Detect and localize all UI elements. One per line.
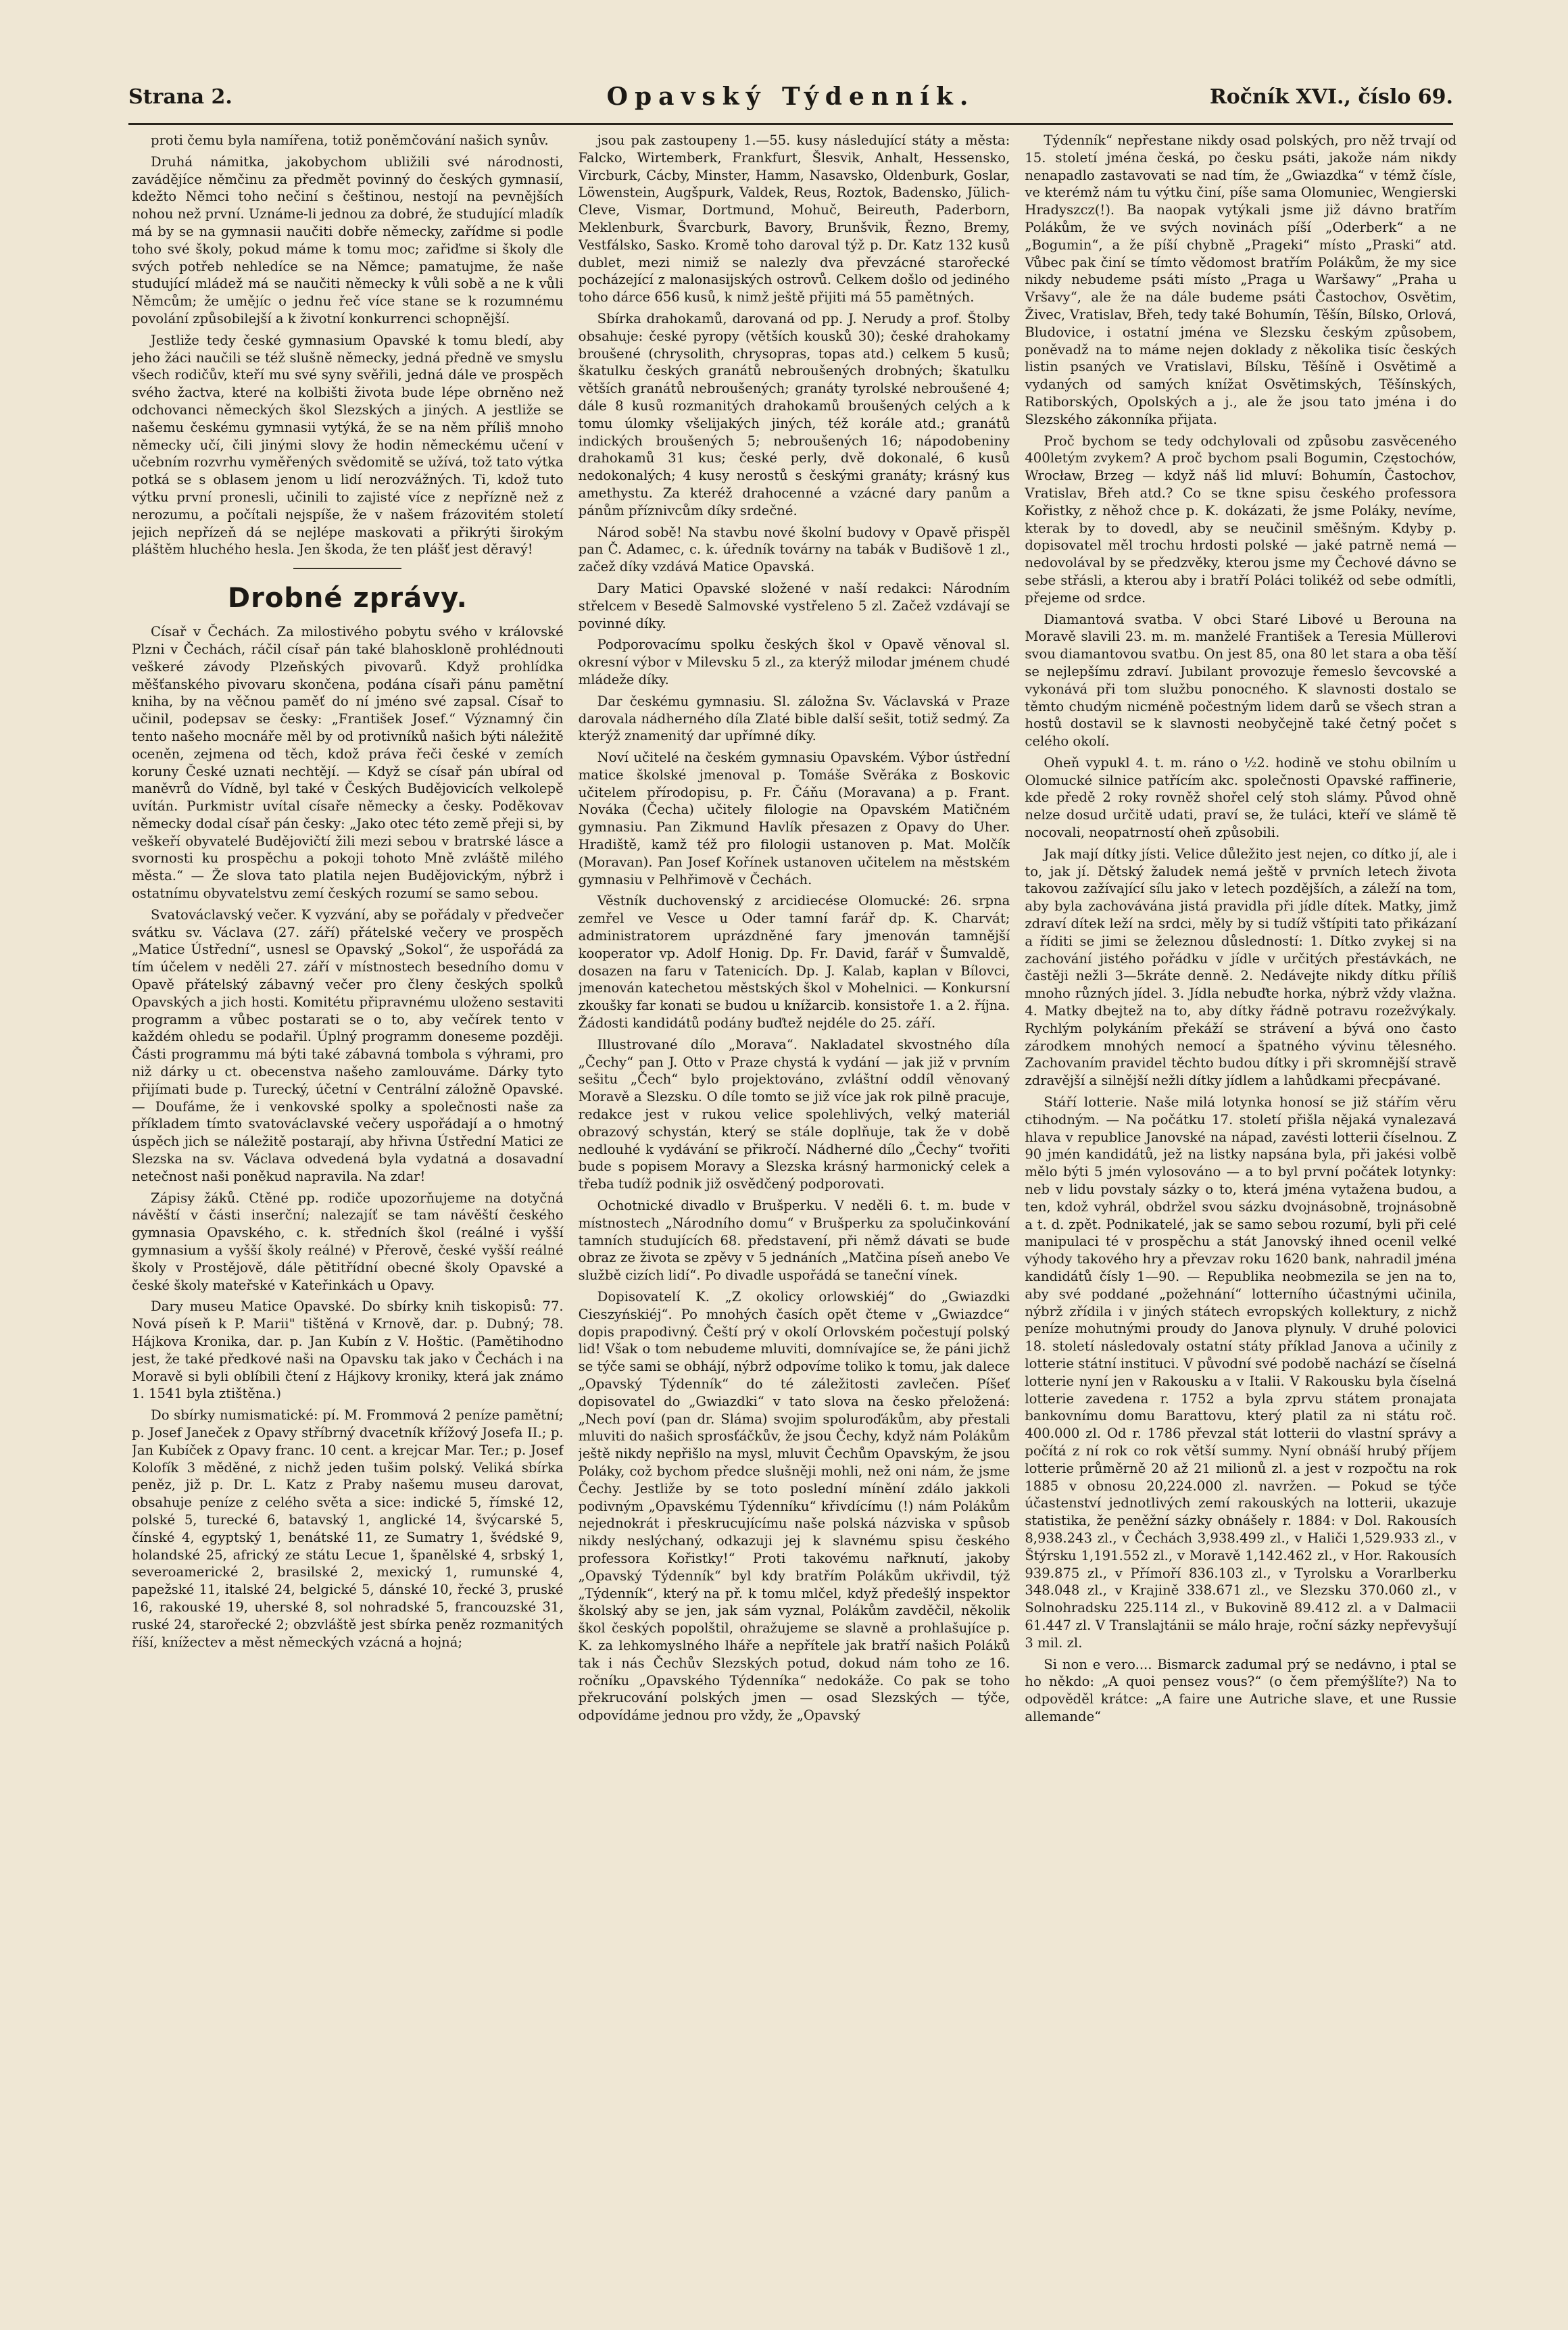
paragraph: proti čemu byla namířena, totiž poněmčování našich synův.	[151, 132, 549, 148]
paragraph: Noví učitelé na českém gymnasiu Opavském. Výbor ústřední matice školské jmenoval p. Tomáše Svěráka z Boskovic učitelem přírodopisu, p. Fr. Čáňu (Moravana) a p. Frant. Nováka (Čecha) učitely filologie na Opavském Matičném gymnasiu. Pan Zikmund Havlík přesazen z Opavy do Uher. Hradiště, kamž též pro filologii ustanoven p. Mat. Molčík (Moravan). Pan Josef Kořínek ustanoven učitelem na městském gymnasiu v Pelhřimově v Čechách.	[578, 750, 1010, 888]
paragraph: jsou pak zastoupeny 1.—55. kusy následující státy a města: Falcko, Wirtemberk, Frankfurt, Šlesvik, Anhalt, Hessensko, Vircburk, Cácby, Minster, Hamm, Nasavsko, Oldenburk, Goslar, Löwenstein, Augšpurk, Valdek, Reus, Roztok, Badensko, Jülich-Cleve, Vismar, Dortmund, Mohuč, Beireuth, Paderborn, Meklenburk, Švarcburk, Bavory, Brunšvik, Řezno, Bremy, Vestfálsko, Sasko. Kromě toho daroval týž p. Dr. Katz 132 kusů dublet, mezi nimiž se nalezly dva převzácné starořecké pocházející z malonasijských ostrovů. Celkem došlo od jediného toho dárce 656 kusů, k nimž ještě přijiti má 55 pamětných.	[578, 132, 1010, 306]
column-2	[579, 132, 1010, 2302]
paragraph: Dary museu Matice Opavské. Do sbírky knih tiskopisů: 77. Nová píseň k P. Marii" tištěná v Krnově, dar. p. Dubný; 78. Hájkova Kronika, dar. p. Jan Kubín z V. Hoštic. (Pamětihodno jest, že také předkové naši na Opavsku tak jako v Čechách i na Moravě si byli oblíbili čtení z Hájkovy kroniky, která jak známo 1. 1541 byla ztištěna.)	[132, 1299, 564, 1402]
paragraph: Dopisovatelí K. „Z okolicy orlowskiéj“ do „Gwiazdki Cieszyńskiéj“. Po mnohých časích opět čteme v „Gwiazdce“ dopis prapodivný. Čeští prý v okolí Orlovském počestují polský lid! Však o tom nebudeme mluviti, domnívajíce se, že páni jichž se týče sami se obhájí, nýbrž odpovíme toliko k tomu, jak dalece „Opavský Týdenník“ do té záležitosti zavlečen. Píšeť dopisovatel do „Gwiazdki“ v tato slova na česko přeložená: „Nech poví (pan dr. Sláma) svojim spoluroďákům, aby přestali mluviti do našich sprosťáčkův, že jsou Čechy, když nám Polákům ještě nikdy nepřišlo na mysl, mluvit Čechům Opavským, že jsou Poláky, což bychom předce slušněji mohli, než oni nám, že jsme Čechy. Jestliže by se toto poslední mínění zdálo jakkoli podivným „Opavskému Týdenníku“ křivdícímu (!) nám Polákům nejednokrát i přeskrucujícímu naše polská názviska v spůsob nikdy neslýchaný, odkazuji jej k slavnému spisu českého professora Kořistky!“ Proti takovému nařknutí, jakoby „Opavský Týdenník“ byl kdy bratřím Polákům ukřivdil, týž „Týdenník“, který na př. k tomu mlčel, když předešlý inspektor školský aby se jen, jak sám vyznal, Polákům zavděčil, několik škol českých popolštil, ohražujeme se slavně a prohlašujíce p. K. za lehkomyslného lháře a nepřítele jak bratří našich Poláků tak i nás Čechův Slezských potud, dokud nám toho ze 16. ročníku „Opavského Týdenníka“ nedokáže. Co pak se toho překrucování polských jmen — osad Slezských — týče, odpovídáme jednou pro vždy, že „Opavský	[578, 1289, 1010, 1724]
paragraph: Dar českému gymnasiu. Sl. záložna Sv. Václavská v Praze darovala nádherného díla Zlaté bible další sešit, totiž sedmý. Za kterýž znamenitý dar upřímné díky.	[578, 693, 1010, 744]
paragraph: Věstník duchovenský z arcidiecése Olomucké: 26. srpna zemřel ve Vesce u Oder tamní farář dp. K. Charvát; administratorem uprázdněné fary jmenován tamnější kooperator vp. Adolf Honig. Dp. Fr. David, farář v Šumvaldě, dosazen na faru v Tatenicích. Dp. J. Kalab, kaplan v Bílovci, jmenován katechetou městských škol v Mohelnici. — Konkursní zkoušky far konati se budou u knížarcib. konsistoře 1. a 2. října. Žádosti kandidátů podány buďtež nejdéle do 25. září.	[578, 893, 1010, 1031]
page-number: Strana 2.	[128, 85, 232, 109]
paragraph: Dary Matici Opavské složené v naší redakci: Národním střelcem v Besedě Salmovské vystřeleno 5 zl. Začež vzdávají se povinné díky.	[578, 580, 1010, 631]
paragraph: Císař v Čechách. Za milostivého pobytu svého v královské Plzni v Čechách, ráčil císař pán také blahoskloně prohlédnouti veškeré závody Plzeňských pivovarů. Když prohlídka měšťanského pivovaru skončena, podána císaři pánu pamětní kniha, by na věčnou paměť do ní jméno své zapsal. Císař to učinil, podepsav se česky: „František Josef.“ Významný čin tento našeho mocnáře měl by od protivníků našich býti náležitě oceněn, zejmena od těch, kdož práva řeči české v zemích koruny České uznati nechtějí. — Když se císař pán ubíral od maněvrů do Vídně, byl také v Českých Budějovicích velkolepě uvítán. Purkmistr uvítal císaře německy a česky. Poděkovav německy dodal císař pán česky: „Jako otec této země přeji si, by veškeří obyvatelé Budějovičtí žili mezi sebou v bratrské lásce a svornosti ku prospěchu a pokoji tohoto Mně zvláště milého města.“ — Že slova tato platila nejen Budějovickým, nýbrž i ostatnímu obyvatelstvu zemí českých rozumí se samo sebou.	[132, 624, 564, 902]
section-heading: Drobné zprávy.	[227, 583, 468, 614]
article-columns	[132, 132, 1456, 2302]
page-header	[128, 80, 1453, 127]
paragraph: Národ sobě! Na stavbu nové školní budovy v Opavě přispěl pan Č. Adamec, c. k. úředník továrny na tabák v Budišově 1 zl., začež díky vzdává Matice Opavská.	[578, 524, 1010, 575]
paragraph: Do sbírky numismatické: pí. M. Frommová 2 peníze pamětní; p. Josef Janeček z Opavy stříbrný dvacetník křížový Josefa II.; p. Jan Kubíček z Opavy franc. 10 cent. a krejcar Mar. Ter.; p. Josef Kolofík 3 měděné, z nichž jeden tušim polský. Veliká sbírka peněz, již p. Dr. L. Katz z Praby našemu museu darovat, obsahuje peníze z celého světa a sice: indické 5, římské 12, polské 5, turecké 6, batavský 1, anglické 14, švýcarské 5, čínské 4, egyptský 1, benátské 11, ze Sumatry 1, švédské 9, holandské 25, africký ze státu Lecue 1, španělské 4, srbský 1, severoamerické 2, brasilské 2, mexický 1, rumunské 4, papežské 11, italské 24, belgické 5, dánské 10, řecké 3, pruské 16, rakouské 19, uherské 8, sol nohradské 5, francouzské 31, ruské 24, starořecké 2; obzvláště jest sbírka peněz rozmanitých říší, knížectev a měst německých vzácná a hojná;	[132, 1407, 564, 1650]
paragraph: Diamantová svatba. V obci Staré Libové u Berouna na Moravě slavili 23. m. m. manželé František a Teresia Müllerovi svou diamantovou svatbu. On jest 85, ona 80 let stara a oba těší se nejlepšímu zdraví. Jubilant provozuje řemeslo ševcovské a vykonává při tom službu ponocného. K slavnosti dostalo se těmto chudým nicméně počestným lidem darů se všech stran a hostů dostavil se k slavnosti neobyčejně také četný počet s celého okolí.	[1025, 611, 1457, 750]
column-1	[132, 132, 564, 2302]
paragraph: Týdenník“ nepřestane nikdy osad polských, pro něž trvají od 15. století jména česká, po česku psáti, jakože nám nikdy nenapadlo zastavovati se nad tím, že „Gwiazdka“ v témž čísle, ve kterémž nám tu výtku činí, píše sama Olomuniec, Wengierski Hradyszcz(!). Ba naopak vytýkali jsme již dávno bratřím Polákům, že ve svých novinách píší „Oderberk“ a ne „Bogumin“, a že píší chybně „Prageki“ místo „Praski“ atd. Vůbec pak činí se tímto vědomost bratřím Polákům, že my sice nikdy nebudeme psáti místo „Praga u Waršawy“ „Praha u Vršavy“, ale že na dále budeme psáti Častochov, Osvětim, Živec, Vratislav, Břeh, tedy také Bohumín, Těšín, Bílsko, Orlová, Bludovice, i ostatní jména ve Slezsku českým způsobem, poněvadž na to máme nejen doklady z několika tisíc českých listin psaných ve Vratislavi, Bílsku, Těšíně i Osvětimě a vydaných od samých knížat Osvětimských, Těšínských, Ratiborských, Opolských a j., ale že jsou tato jména i do Slezského zákonníka přijata.	[1025, 132, 1457, 427]
paragraph: Sbírka drahokamů, darovaná od pp. J. Nerudy a prof. Štolby obsahuje: české pyropy (větších kousků 30); české drahokamy broušené (chrysolith, chrysopras, topas atd.) celkem 5 kusů; škatulku českých granátů nebroušených drobných; škatulku větších granátů nebroušených; granáty tyrolské nebroušené 4; dále 8 kusů rozmanitých drahokamů broušených celých a k tomu úlomky všelijakých jiných, též korále atd.; granátů indických broušených 5; nebroušených 16; nápodobeniny drahokamů 31 kus; české perly, dvě dokonalé, 6 kusů nedokonalých; 4 kusy nerostů s českými granáty; krásný kus amethystu. Za kteréž drahocenné a vzácné dary panům a pánům příznivcům díky srdečné.	[578, 310, 1010, 518]
paragraph: Oheň vypukl 4. t. m. ráno o ½2. hodině ve stohu obilním u Olomucké silnice patřícím akc. společnosti Opavské raffinerie, kde předě 2 roky rovněž shořel celý stoh slámy. Původ ohně nelze dosud určitě udati, praví se, že tuláci, kteří ve slámě tě nocovali, neopatrností oheň způsobili.	[1025, 754, 1457, 841]
paragraph: Zápisy žáků. Ctěné pp. rodiče upozorňujeme na dotyčná návěští v části inserční; nalezajíť se tam návěští českého gymnasia Opavského, c. k. středních škol (reálné i vyšší gymnasium a vyšší školy reálné) v Přerově, české vyšší reálné školy v Prostějově, dále pětitřídní obecné školy Opavské a české školy mateřské v Kateřinkách u Opavy.	[132, 1190, 564, 1293]
paragraph: Druhá námitka, jakobychom ubližili své národnosti, zavádějíce němčinu za předmět povinný do českých gymnasií, kdežto Němci toho nečiní s češtinou, nestojí na pevnějších nohou než první. Uznáme-li jednou za dobré, že studující mladík má by se na gymnasii naučiti dobře německy, zařídme si podle toho své školy, pokud máme k tomu moc; zařiďme si školy dle svých potřeb nehledíce se na Němce; pamatujme, že naše studující mládež má se naučiti německy k vůli sobě a ne k vůli Němcům; že umějíc o jednu řeč více stane se k rozumnému povolání způsobilejší a k životní konkurrenci schopnější.	[132, 153, 564, 326]
paragraph: Jak mají dítky jísti. Velice důležito jest nejen, co dítko jí, ale i to, jak jí. Dětský žaludek nemá ještě v prvních letech života takovou zažívající sílu jako v letech pozdějších, a záleží na tom, aby byla zachovávána jistá pravidla při jídle dítek. Matky, jimž zdraví dítek leží na srdci, měly by si tudíž vštípiti tato přikázaní a říditi se jimi se železnou důsledností: 1. Dítko zvykej si na zachování jistého pořádku v jídle v určitých přestávkách, ne častěji nežli 3—5kráte denně. 2. Nedávejte nikdy dítku příliš mnoho různých jídel. 3. Jídla nebuďte horka, nýbrž vždy vlažna. 4. Matky dbejtež na to, aby dítky řádně potravu rozežvýkaly. Rychlým polykáním překáží se strávení a bývá ono často zárodkem mnohých nemocí a špatného vývinu tělesného. Zachovaním pravidel těchto budou dítky i při skromnější stravě zdravější a silnější nežli dítky jídlem a lahůdkami přecpávané.	[1025, 846, 1457, 1089]
newspaper-title: Opavský Týdenník.	[606, 82, 975, 111]
paragraph: Illustrované dílo „Morava“. Nakladatel skvostného díla „Čechy“ pan J. Otto v Praze chystá k vydání — jak již v prvním sešitu „Čech“ bylo projektováno, zvláštní oddíl věnovaný Moravě a Slezsku. O díle tomto se již více jak rok pilně pracuje, redakce jest v rukou velice spolehlivých, velký materiál obrazový schystán, který se stále doplňuje, tak že v době nedlouhé k vydávání se přikročí. Nádherné dílo „Čechy“ tvořiti bude s popisem Moravy a Slezska krásný harmonický celek a třeba tudíž podnik již osvědčený podporovati.	[578, 1036, 1010, 1192]
paragraph: Si non e vero.... Bismarck zadumal prý se nedávno, i ptal se ho někdo: „A quoi pensez vous?“ (o čem přemýšlíte?) Na to odpověděl krátce: „A faire une Autriche slave, et une Russie allemande“	[1025, 1656, 1457, 1724]
paragraph: Svatováclavský večer. K vyzvání, aby se pořádaly v předvečer svátku sv. Václava (27. září) přátelské večery ve prospěch „Matice Ústřední“, usnesl se Opavský „Sokol“, že uspořádá za tím účelem v neděli 27. září v místnostech besedního domu v Opavě přátelský zábavný večer pro členy českých spolků Opavských a jich hosti. Komitétu připravnému uloženo sestaviti programm a vůbec postarati se o to, aby večírek tento v každém ohledu se podařil. Úplný programm doneseme později. Části programmu má býti také zábavná tombola s výhrami, pro niž dárky u ct. obecenstva našeho zamlouváme. Dárky tyto přijímati bude p. Turecký, účetní v Centrální záložně Opavské. — Doufáme, že i venkovské spolky a společnosti naše za příkladem tímto svatováclavské večery uspořádají a o hmotný úspěch jich se náležitě postarají, aby hřivna Ústřední Matici ze Slezska na sv. Václava odvedená byla vydatná a dosavadní netečnost naši poněkud napravila. Na zdar!	[132, 906, 564, 1184]
issue-number: Ročník XVI., číslo 69.	[1209, 85, 1453, 109]
paragraph: Podporovacímu spolku českých škol v Opavě věnoval sl. okresní výbor v Milevsku 5 zl., za kterýž milodar jménem chudé mládeže díky.	[578, 637, 1010, 687]
paragraph: Ochotnické divadlo v Brušperku. V neděli 6. t. m. bude v místnostech „Národního domu“ v Brušperku za spolučinkování tamních studujících 68. představení, při němž dávati se bude obraz ze života se zpěvy v 5 jednáních „Matčina píseň anebo Ve službě cizích lidí“. Po divadle uspořádá se taneční vínek.	[578, 1198, 1010, 1284]
paragraph: Stáří lotterie. Naše milá lotynka honosí se již stářím věru ctihodným. — Na počátku 17. století přišla nějaká vynalezavá hlava v republice Janovské na nápad, zavésti lotterii číselnou. Z 90 jmén kandidátů, jež na listky napsána byla, při jakési volbě mělo býti 5 jmén vylosováno — a to byl první počátek lotynky: neb v lidu povstaly sázky o to, která jména vytažena budou, a ten, kdož vyhrál, obdržel svou sázku dvojnásobně, trojnásobně a t. d. zpět. Podnikatelé, jak se samo sebou rozumí, byli při celé manipulaci té v prospěchu a stát Janovský ihned ocenil velké výhody takového hry a převzav roku 1620 bank, nahradil jména kandidátů čísly 1—90. — Republika neobmezila se jen na to, aby své poddané „požehnání“ lotterního účastnými učinila, nýbrž zřídila i v jiných státech evropských kollektury, z nichž peníze mohutnými proudy do Janova plynuly. V druhé polovici 18. století následovaly ostatní státy příklad Janova a učinily z lotterie státní instituci. V původní své podobě nachází se číselná lotterie nyní jen v Rakousku a v Italii. V Rakousku byla číselná lotterie zavedena r. 1752 a byla zprvu státem pronajata bankovnímu domu Barattovu, který platil za ni státu roč. 400.000 zl. Od r. 1786 převzal stát lotterii do vlastní správy a počítá z ní rok co rok větší summy. Nyní obnáší hrubý příjem lotterie průměrně 20 až 21 milionů zl. a jest v rozpočtu na rok 1885 v obnosu 20,224.000 zl. navržen. — Pokud se týče účastenství jednotlivých zemí rakouských na lotterii, ukazuje statistika, že peněžní sázky obnášely r. 1884: v Dol. Rakousích 8,938.243 zl., v Čechách 3,938.499 zl., v Haliči 1,529.933 zl., v Štýrsku 1,191.552 zl., v Moravě 1,142.462 zl., v Hor. Rakousích 939.875 zl., v Přímoří 836.103 zl., v Tyrolsku a Vorarlberku 348.048 zl., v Krajině 338.671 zl., ve Slezsku 370.060 zl., v Solnohradsku 225.114 zl., v Bukovině 89.412 zl. a v Dalmacii 61.447 zl. V Translajtánii se málo hraje, roční sázky nepřevyšují 3 mil. zl.	[1025, 1094, 1457, 1651]
paragraph: Jestliže tedy české gymnasium Opavské k tomu bledí, aby jeho žáci naučili se též slušně německy, jedná předně ve smyslu všech rodičův, kteří mu své syny svěřili, jedná dále ve prospěch svého žactva, které na kolbišti života bude lépe obrněno než odchovanci německých škol Slezských a jiných. A jestliže se našemu českému gymnasii vytýká, že se na něm příliš mnoho německy učí, čili jinými slovy že hodin německému učení v učebním rozvrhu vyměřených svědomitě se užívá, tož tato výtka potká se s oblasem jenom u lidí nerozvážných. Ti, kdož tuto výtku první pronesli, učinili to zajisté více z nepřízně než z nerozumu, a počítali nejspíše, že v našem frázovitém století jejich nepřízeň dá se nejlépe maskovati a přikrýti širokým pláštěm hluchého hesla. Jen škoda, že ten plášť jest děravý!	[132, 332, 564, 558]
paragraph: Proč bychom se tedy odchylovali od způsobu zasvěceného 400letým zvykem? A proč bychom psali Bogumin, Częstochów, Wrocław, Brzeg — když náš lid mluví: Bohumín, Častochov, Vratislav, Břeh atd.? Co se tkne spisu českého professora Kořistky, z něhož chce p. K. dokázati, že jsme Poláky, nevíme, kterak by to dovedl, aby se neučinil směšným. Kdyby p. dopisovatel měl trochu hrdosti polské — jaké patrně nemá — nedovolával by se předzvěky, kterou jsme my Čechové dávno se sebe střásli, a kterou aby i bratří Poláci tolikéž od sebe odmítli, přejeme od srdce.	[1025, 433, 1457, 606]
column-3	[1025, 132, 1456, 2302]
section-divider	[293, 568, 401, 569]
header-rule	[128, 123, 1453, 125]
